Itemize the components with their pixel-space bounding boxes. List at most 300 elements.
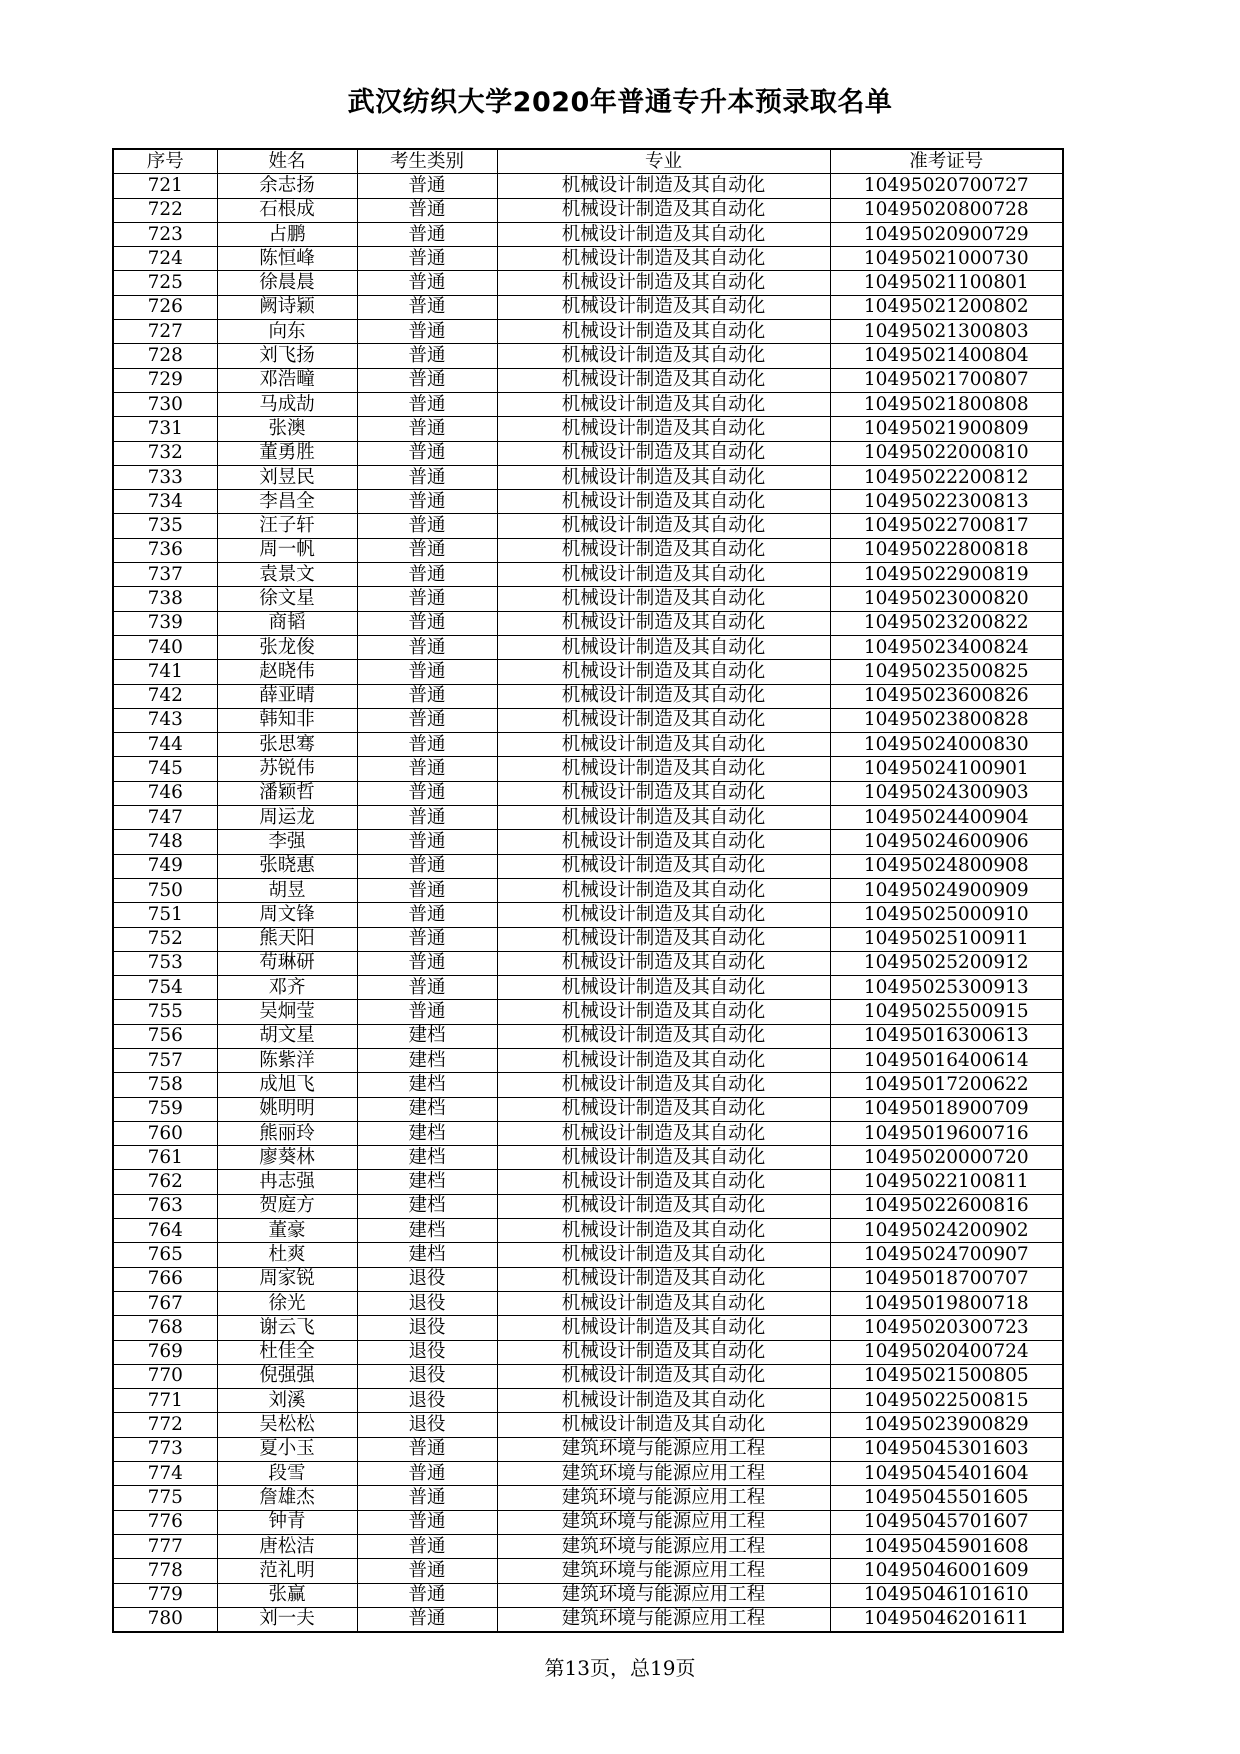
cell-exam-id: 10495045901608 [830,1534,1063,1558]
cell-index: 727 [113,320,217,344]
cell-index: 761 [113,1146,217,1170]
cell-index: 762 [113,1170,217,1194]
cell-category: 普通 [357,708,497,732]
cell-category: 普通 [357,927,497,951]
cell-major: 机械设计制造及其自动化 [497,538,830,562]
cell-index: 746 [113,781,217,805]
cell-major: 机械设计制造及其自动化 [497,563,830,587]
header-category: 考生类别 [357,149,497,174]
cell-name: 张龙俊 [217,635,357,659]
cell-major: 机械设计制造及其自动化 [497,1121,830,1145]
cell-index: 749 [113,854,217,878]
cell-index: 752 [113,927,217,951]
cell-major: 机械设计制造及其自动化 [497,174,830,198]
cell-name: 徐晨晨 [217,271,357,295]
cell-major: 机械设计制造及其自动化 [497,417,830,441]
cell-exam-id: 10495021300803 [830,320,1063,344]
cell-name: 袁景文 [217,563,357,587]
cell-exam-id: 10495017200622 [830,1073,1063,1097]
cell-exam-id: 10495019600716 [830,1121,1063,1145]
cell-category: 普通 [357,368,497,392]
table-row [113,1340,1063,1364]
cell-category: 普通 [357,392,497,416]
cell-exam-id: 10495022200812 [830,465,1063,489]
cell-name: 贺庭方 [217,1194,357,1218]
cell-name: 周一帆 [217,538,357,562]
cell-name: 谢云飞 [217,1316,357,1340]
table-row [113,1097,1063,1121]
table-row [113,1291,1063,1315]
cell-major: 建筑环境与能源应用工程 [497,1462,830,1486]
cell-index: 753 [113,951,217,975]
cell-name: 薛亚晴 [217,684,357,708]
table-row [113,344,1063,368]
page-title: 武汉纺织大学2020年普通专升本预录取名单 [347,87,893,118]
cell-category: 普通 [357,1486,497,1510]
cell-category: 退役 [357,1413,497,1437]
cell-index: 726 [113,295,217,319]
cell-exam-id: 10495024200902 [830,1219,1063,1243]
cell-major: 机械设计制造及其自动化 [497,927,830,951]
cell-category: 普通 [357,951,497,975]
cell-major: 机械设计制造及其自动化 [497,514,830,538]
cell-category: 建档 [357,1194,497,1218]
cell-exam-id: 10495021400804 [830,344,1063,368]
cell-category: 普通 [357,611,497,635]
table-row [113,635,1063,659]
cell-index: 729 [113,368,217,392]
cell-exam-id: 10495023800828 [830,708,1063,732]
cell-exam-id: 10495021200802 [830,295,1063,319]
cell-category: 建档 [357,1146,497,1170]
cell-index: 740 [113,635,217,659]
table-row [113,1510,1063,1534]
cell-index: 771 [113,1389,217,1413]
cell-category: 建档 [357,1024,497,1048]
cell-name: 张思骞 [217,733,357,757]
table-row [113,830,1063,854]
cell-major: 机械设计制造及其自动化 [497,854,830,878]
table-row [113,1219,1063,1243]
cell-major: 机械设计制造及其自动化 [497,1024,830,1048]
table-row [113,611,1063,635]
cell-major: 机械设计制造及其自动化 [497,1291,830,1315]
table-row [113,1364,1063,1388]
table-row [113,660,1063,684]
table-row [113,174,1063,198]
cell-major: 机械设计制造及其自动化 [497,295,830,319]
cell-exam-id: 10495046101610 [830,1583,1063,1607]
table-row [113,854,1063,878]
cell-index: 764 [113,1219,217,1243]
cell-major: 机械设计制造及其自动化 [497,1073,830,1097]
cell-index: 723 [113,222,217,246]
cell-index: 738 [113,587,217,611]
table-row [113,878,1063,902]
cell-exam-id: 10495022100811 [830,1170,1063,1194]
cell-category: 普通 [357,1583,497,1607]
cell-exam-id: 10495021700807 [830,368,1063,392]
cell-exam-id: 10495045301603 [830,1437,1063,1461]
cell-category: 建档 [357,1121,497,1145]
cell-name: 杜佳全 [217,1340,357,1364]
cell-category: 普通 [357,733,497,757]
page-footer: 第13页，总19页 [544,1656,696,1680]
cell-index: 766 [113,1267,217,1291]
cell-name: 詹雄杰 [217,1486,357,1510]
cell-exam-id: 10495045401604 [830,1462,1063,1486]
cell-name: 向东 [217,320,357,344]
cell-exam-id: 10495025200912 [830,951,1063,975]
cell-index: 774 [113,1462,217,1486]
cell-index: 770 [113,1364,217,1388]
cell-exam-id: 10495021800808 [830,392,1063,416]
cell-name: 陈恒峰 [217,247,357,271]
cell-major: 机械设计制造及其自动化 [497,878,830,902]
cell-category: 退役 [357,1316,497,1340]
cell-index: 758 [113,1073,217,1097]
cell-index: 734 [113,490,217,514]
cell-index: 743 [113,708,217,732]
cell-exam-id: 10495022700817 [830,514,1063,538]
cell-major: 机械设计制造及其自动化 [497,611,830,635]
header-exam-id: 准考证号 [830,149,1063,174]
cell-major: 机械设计制造及其自动化 [497,757,830,781]
cell-major: 机械设计制造及其自动化 [497,465,830,489]
table-row [113,1534,1063,1558]
cell-name: 徐光 [217,1291,357,1315]
cell-index: 755 [113,1000,217,1024]
table-row [113,1170,1063,1194]
cell-exam-id: 10495023600826 [830,684,1063,708]
cell-exam-id: 10495020800728 [830,198,1063,222]
cell-exam-id: 10495024300903 [830,781,1063,805]
cell-category: 普通 [357,271,497,295]
cell-major: 机械设计制造及其自动化 [497,368,830,392]
cell-name: 张赢 [217,1583,357,1607]
cell-major: 机械设计制造及其自动化 [497,951,830,975]
cell-major: 机械设计制造及其自动化 [497,1340,830,1364]
cell-category: 普通 [357,1437,497,1461]
cell-index: 721 [113,174,217,198]
cell-category: 建档 [357,1170,497,1194]
cell-index: 747 [113,806,217,830]
cell-index: 739 [113,611,217,635]
cell-name: 阙诗颖 [217,295,357,319]
cell-major: 机械设计制造及其自动化 [497,733,830,757]
table-row [113,1486,1063,1510]
cell-major: 机械设计制造及其自动化 [497,1048,830,1072]
cell-name: 周家锐 [217,1267,357,1291]
cell-index: 759 [113,1097,217,1121]
cell-category: 普通 [357,247,497,271]
table-row [113,490,1063,514]
cell-name: 周运龙 [217,806,357,830]
cell-major: 机械设计制造及其自动化 [497,587,830,611]
cell-major: 机械设计制造及其自动化 [497,247,830,271]
cell-category: 普通 [357,174,497,198]
cell-exam-id: 10495023900829 [830,1413,1063,1437]
cell-name: 熊天阳 [217,927,357,951]
cell-index: 732 [113,441,217,465]
table-row [113,320,1063,344]
cell-category: 普通 [357,684,497,708]
cell-name: 余志扬 [217,174,357,198]
cell-index: 748 [113,830,217,854]
cell-index: 756 [113,1024,217,1048]
cell-exam-id: 10495025500915 [830,1000,1063,1024]
cell-index: 741 [113,660,217,684]
cell-index: 737 [113,563,217,587]
cell-category: 普通 [357,976,497,1000]
table-row [113,1316,1063,1340]
cell-category: 普通 [357,1607,497,1632]
cell-category: 普通 [357,198,497,222]
table-row [113,1243,1063,1267]
cell-category: 普通 [357,490,497,514]
cell-major: 机械设计制造及其自动化 [497,1243,830,1267]
table-row [113,976,1063,1000]
cell-exam-id: 10495025300913 [830,976,1063,1000]
cell-name: 张晓惠 [217,854,357,878]
cell-index: 733 [113,465,217,489]
table-row [113,417,1063,441]
cell-major: 机械设计制造及其自动化 [497,198,830,222]
table-row [113,1389,1063,1413]
table-row [113,1121,1063,1145]
cell-name: 姚明明 [217,1097,357,1121]
table-row [113,198,1063,222]
cell-name: 商韬 [217,611,357,635]
table-row [113,733,1063,757]
cell-exam-id: 10495020900729 [830,222,1063,246]
cell-major: 机械设计制造及其自动化 [497,1170,830,1194]
cell-category: 普通 [357,830,497,854]
cell-name: 刘飞扬 [217,344,357,368]
cell-exam-id: 10495023000820 [830,587,1063,611]
cell-major: 建筑环境与能源应用工程 [497,1607,830,1632]
table-row [113,1462,1063,1486]
cell-category: 普通 [357,854,497,878]
cell-category: 普通 [357,806,497,830]
cell-exam-id: 10495046201611 [830,1607,1063,1632]
table-row [113,757,1063,781]
cell-category: 普通 [357,757,497,781]
cell-category: 普通 [357,781,497,805]
cell-index: 744 [113,733,217,757]
cell-exam-id: 10495020000720 [830,1146,1063,1170]
cell-index: 773 [113,1437,217,1461]
cell-name: 苏锐伟 [217,757,357,781]
table-row [113,1413,1063,1437]
cell-index: 742 [113,684,217,708]
cell-exam-id: 10495022900819 [830,563,1063,587]
cell-major: 机械设计制造及其自动化 [497,1267,830,1291]
cell-exam-id: 10495019800718 [830,1291,1063,1315]
table-row [113,1607,1063,1632]
cell-index: 760 [113,1121,217,1145]
cell-index: 731 [113,417,217,441]
cell-category: 普通 [357,660,497,684]
cell-category: 普通 [357,635,497,659]
cell-major: 机械设计制造及其自动化 [497,490,830,514]
cell-index: 779 [113,1583,217,1607]
table-row [113,587,1063,611]
cell-exam-id: 10495022800818 [830,538,1063,562]
cell-name: 成旭飞 [217,1073,357,1097]
cell-name: 杜爽 [217,1243,357,1267]
table-row [113,927,1063,951]
cell-exam-id: 10495024000830 [830,733,1063,757]
cell-index: 728 [113,344,217,368]
cell-name: 李昌全 [217,490,357,514]
table-row [113,806,1063,830]
cell-index: 745 [113,757,217,781]
cell-category: 普通 [357,295,497,319]
cell-major: 机械设计制造及其自动化 [497,1146,830,1170]
cell-major: 机械设计制造及其自动化 [497,222,830,246]
table-row [113,708,1063,732]
cell-name: 周文锋 [217,903,357,927]
cell-exam-id: 10495021500805 [830,1364,1063,1388]
cell-category: 建档 [357,1097,497,1121]
table-row [113,295,1063,319]
cell-exam-id: 10495023200822 [830,611,1063,635]
cell-exam-id: 10495024400904 [830,806,1063,830]
cell-category: 普通 [357,1559,497,1583]
cell-index: 769 [113,1340,217,1364]
cell-major: 机械设计制造及其自动化 [497,392,830,416]
cell-major: 机械设计制造及其自动化 [497,903,830,927]
table-row [113,1194,1063,1218]
cell-name: 韩知非 [217,708,357,732]
cell-index: 751 [113,903,217,927]
cell-name: 马成劼 [217,392,357,416]
cell-category: 退役 [357,1291,497,1315]
cell-name: 钟青 [217,1510,357,1534]
cell-index: 772 [113,1413,217,1437]
cell-index: 767 [113,1291,217,1315]
cell-category: 退役 [357,1340,497,1364]
cell-category: 普通 [357,903,497,927]
cell-major: 建筑环境与能源应用工程 [497,1510,830,1534]
cell-exam-id: 10495024900909 [830,878,1063,902]
cell-exam-id: 10495022300813 [830,490,1063,514]
cell-name: 胡昱 [217,878,357,902]
table-row [113,1048,1063,1072]
table-row [113,1000,1063,1024]
table-row [113,1559,1063,1583]
cell-major: 建筑环境与能源应用工程 [497,1486,830,1510]
cell-exam-id: 10495046001609 [830,1559,1063,1583]
cell-index: 736 [113,538,217,562]
cell-name: 李强 [217,830,357,854]
cell-name: 苟琳研 [217,951,357,975]
cell-name: 邓浩疃 [217,368,357,392]
cell-index: 777 [113,1534,217,1558]
cell-category: 建档 [357,1243,497,1267]
cell-exam-id: 10495020700727 [830,174,1063,198]
cell-category: 普通 [357,441,497,465]
cell-exam-id: 10495024600906 [830,830,1063,854]
cell-category: 普通 [357,465,497,489]
table-row [113,781,1063,805]
cell-category: 普通 [357,1510,497,1534]
cell-index: 757 [113,1048,217,1072]
cell-exam-id: 10495021000730 [830,247,1063,271]
cell-name: 倪强强 [217,1364,357,1388]
cell-major: 机械设计制造及其自动化 [497,271,830,295]
cell-index: 768 [113,1316,217,1340]
cell-category: 退役 [357,1364,497,1388]
cell-major: 机械设计制造及其自动化 [497,1389,830,1413]
cell-major: 机械设计制造及其自动化 [497,441,830,465]
cell-category: 普通 [357,344,497,368]
cell-exam-id: 10495045501605 [830,1486,1063,1510]
cell-exam-id: 10495023400824 [830,635,1063,659]
cell-exam-id: 10495022000810 [830,441,1063,465]
cell-exam-id: 10495022500815 [830,1389,1063,1413]
table-row [113,514,1063,538]
cell-major: 机械设计制造及其自动化 [497,1413,830,1437]
cell-name: 吴松松 [217,1413,357,1437]
cell-name: 刘一夫 [217,1607,357,1632]
cell-exam-id: 10495045701607 [830,1510,1063,1534]
cell-major: 机械设计制造及其自动化 [497,830,830,854]
cell-name: 汪子轩 [217,514,357,538]
cell-exam-id: 10495016400614 [830,1048,1063,1072]
cell-major: 机械设计制造及其自动化 [497,344,830,368]
table-header-row [113,149,1063,174]
cell-major: 机械设计制造及其自动化 [497,660,830,684]
cell-category: 普通 [357,417,497,441]
cell-name: 赵晓伟 [217,660,357,684]
table-row [113,951,1063,975]
cell-exam-id: 10495021100801 [830,271,1063,295]
table-row [113,1267,1063,1291]
cell-category: 普通 [357,878,497,902]
cell-exam-id: 10495018900709 [830,1097,1063,1121]
cell-exam-id: 10495024100901 [830,757,1063,781]
table-row [113,1437,1063,1461]
cell-exam-id: 10495025000910 [830,903,1063,927]
cell-name: 冉志强 [217,1170,357,1194]
table-row [113,563,1063,587]
cell-index: 776 [113,1510,217,1534]
cell-exam-id: 10495022600816 [830,1194,1063,1218]
cell-name: 吴炯莹 [217,1000,357,1024]
cell-category: 建档 [357,1048,497,1072]
cell-major: 机械设计制造及其自动化 [497,1316,830,1340]
cell-index: 778 [113,1559,217,1583]
cell-major: 机械设计制造及其自动化 [497,320,830,344]
cell-exam-id: 10495020300723 [830,1316,1063,1340]
cell-major: 机械设计制造及其自动化 [497,635,830,659]
cell-exam-id: 10495020400724 [830,1340,1063,1364]
cell-exam-id: 10495023500825 [830,660,1063,684]
cell-name: 段雪 [217,1462,357,1486]
cell-name: 刘昱民 [217,465,357,489]
cell-name: 徐文星 [217,587,357,611]
cell-name: 占鹏 [217,222,357,246]
cell-category: 退役 [357,1267,497,1291]
cell-major: 机械设计制造及其自动化 [497,1097,830,1121]
table-row [113,1024,1063,1048]
header-major: 专业 [497,149,830,174]
cell-major: 机械设计制造及其自动化 [497,1364,830,1388]
table-row [113,538,1063,562]
cell-major: 建筑环境与能源应用工程 [497,1559,830,1583]
